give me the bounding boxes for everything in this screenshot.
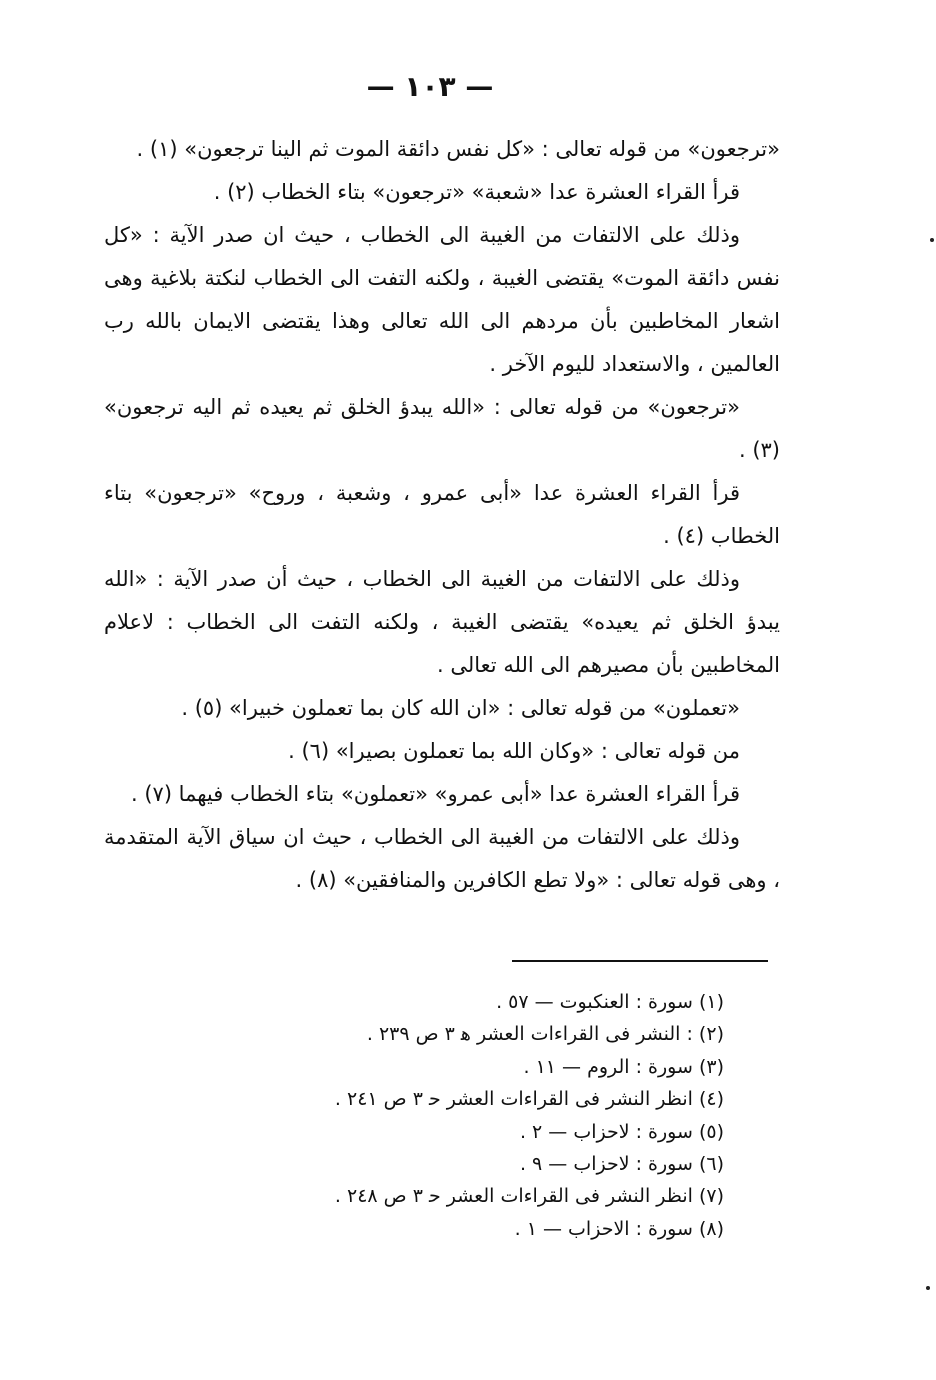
footnote-2: (٢) : النشر فى القراءات العشر ﻫ ٣ ص ٢٣٩ . — [366, 1023, 724, 1046]
paragraph-4: «ترجعون» من قوله تعالى : «الله يبدؤ الخلق ثم يعيده ثم اليه ترجعون» (٣) . — [104, 395, 780, 462]
footnote-8: (٨) سورة : الاحزاب — ١ . — [514, 1217, 724, 1240]
paragraph-2: قرأ القراء العشرة عدا «شعبة» «ترجعون» بتاء الخطاب (٢) . — [213, 180, 740, 204]
paragraph-8: من قوله تعالى : «وكان الله بما تعملون بصيرا» (٦) . — [288, 739, 740, 763]
scan-speck — [926, 1286, 930, 1290]
footnote-6: (٦) سورة : لاحزاب — ٩ . — [519, 1153, 724, 1176]
paragraph-5: قرأ القراء العشرة عدا «أبى عمرو ، وشعبة ، وروح» «ترجعون» بتاء الخطاب (٤) . — [104, 481, 780, 548]
footnote-3: (٣) سورة : الروم — ١١ . — [523, 1055, 724, 1078]
footnotes-list — [204, 986, 724, 1245]
footnote-4: (٤) انظر النشر فى القراءات العشر ﺣ ٣ ص ٢٤١ . — [334, 1088, 724, 1111]
footnote-5: (٥) سورة : لاحزاب — ٢ . — [519, 1120, 724, 1143]
footnote-1: (١) سورة : العنكبوت — ٥٧ . — [496, 991, 724, 1013]
footnote-separator — [512, 960, 768, 962]
paragraph-9: قرأ القراء العشرة عدا «أبى عمرو» «تعملون» بتاء الخطاب فيهما (٧) . — [130, 782, 740, 806]
paragraph-10: وذلك على الالتفات من الغيبة الى الخطاب ، حيث ان سياق الآية المتقدمة ، وهى قوله تعالى : «ولا تطع الكافرين والمنافقين» (٨) . — [104, 825, 780, 892]
paragraph-3: وذلك على الالتفات من الغيبة الى الخطاب ، حيث ان صدر الآية : «كل نفس دائقة الموت» يقتضى الغيبة ، ولكنه التفت الى الخطاب لنكتة بلاغية وهى اشعار المخاطبين بأن مردهم الى الله تعالى وهذا يقتضى الايمان بالله رب العالمين ، والاستعداد لليوم الآخر . — [104, 223, 780, 376]
paragraph-7: «تعملون» من قوله تعالى : «ان الله كان بما تعملون خبيرا» (٥) . — [181, 696, 740, 720]
scan-speck — [930, 238, 934, 242]
paragraph-1: «ترجعون» من قوله تعالى : «كل نفس دائقة الموت ثم الينا ترجعون» (١) . — [136, 137, 780, 161]
footnote-7: (٧) انظر النشر فى القراءات العشر ﺣ ٣ ص ٢٤٨ . — [334, 1185, 724, 1208]
paragraph-6: وذلك على الالتفات من الغيبة الى الخطاب ، حيث أن صدر الآية : «الله يبدؤ الخلق ثم يعيده» يقتضى الغيبة ، ولكنه التفت الى الخطاب : لاعلام المخاطبين بأن مصيرهم الى الله تعالى . — [104, 567, 780, 677]
main-text — [104, 128, 780, 902]
page-number: — ١٠٣ — — [366, 70, 494, 103]
